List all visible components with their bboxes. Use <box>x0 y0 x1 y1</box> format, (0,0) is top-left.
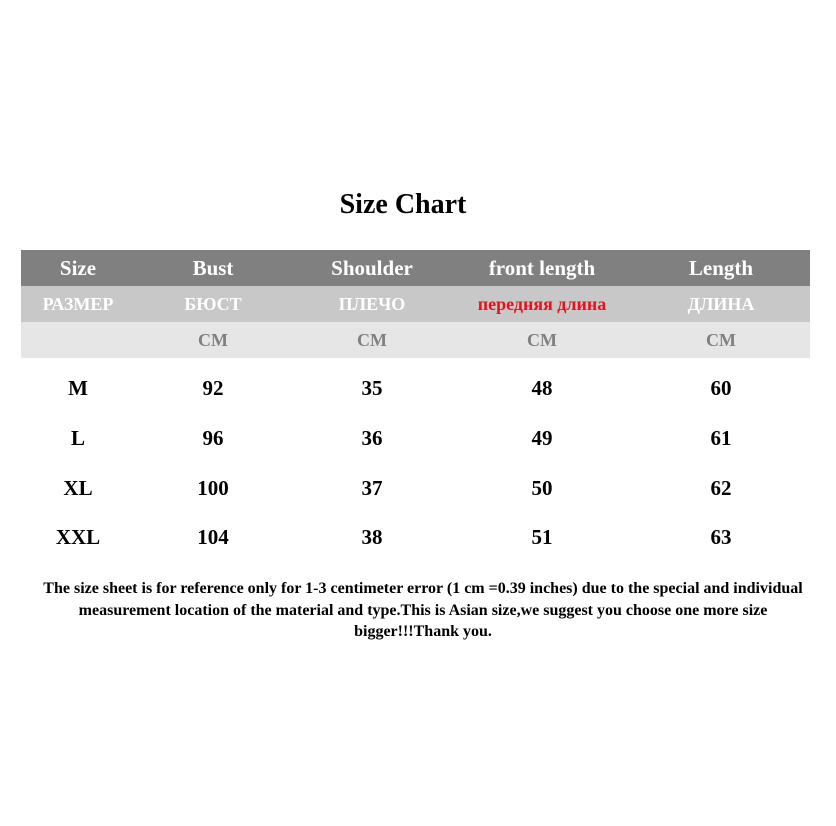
unit-shoulder: CM <box>357 330 387 350</box>
cell-bust: 96 <box>202 426 224 450</box>
cell-bust: 100 <box>197 476 229 500</box>
cell-front-length: 49 <box>531 426 553 450</box>
header-ru-front-length: передняя длина <box>477 294 607 314</box>
cell-front-length: 48 <box>531 376 553 400</box>
cell-size: L <box>70 426 85 450</box>
cell-shoulder: 35 <box>361 376 383 400</box>
cell-length: 63 <box>710 525 732 549</box>
header-ru-length: ДЛИНА <box>687 294 755 314</box>
header-size: Size <box>59 256 97 280</box>
cell-size: XXL <box>55 525 101 549</box>
cell-front-length: 51 <box>531 525 553 549</box>
cell-bust: 104 <box>197 525 229 549</box>
cell-shoulder: 36 <box>361 426 383 450</box>
cell-length: 61 <box>710 426 732 450</box>
unit-front-length: CM <box>527 330 557 350</box>
cell-shoulder: 37 <box>361 476 383 500</box>
table-row <box>21 522 810 552</box>
unit-bust: CM <box>198 330 228 350</box>
table-row <box>21 423 810 453</box>
table-header-russian-row <box>21 286 810 322</box>
table-header-row <box>21 250 810 286</box>
cell-bust: 92 <box>202 376 224 400</box>
header-front-length: front length <box>488 256 596 280</box>
header-length: Length <box>688 256 754 280</box>
table-row <box>21 373 810 403</box>
cell-size: XL <box>63 476 93 500</box>
header-bust: Bust <box>192 256 234 280</box>
header-shoulder: Shoulder <box>331 256 413 280</box>
header-ru-shoulder: ПЛЕЧО <box>338 294 406 314</box>
size-disclaimer-note: The size sheet is for reference only for 1-3 centimeter error (1 cm =0.39 inches) due to the special and individual measurement location of the material and type.This is Asian size,we suggest you choose one more size bigger!!!Thank you. <box>43 580 803 640</box>
cell-size: M <box>68 376 88 400</box>
table-units-row <box>21 322 810 358</box>
header-ru-bust: БЮСТ <box>184 294 242 314</box>
cell-front-length: 50 <box>531 476 553 500</box>
cell-length: 62 <box>710 476 732 500</box>
unit-length: CM <box>706 330 736 350</box>
cell-shoulder: 38 <box>361 525 383 549</box>
header-ru-size: РАЗМЕР <box>42 294 114 314</box>
size-chart-title: Size Chart <box>339 189 467 220</box>
table-row <box>21 473 810 503</box>
cell-length: 60 <box>710 376 732 400</box>
